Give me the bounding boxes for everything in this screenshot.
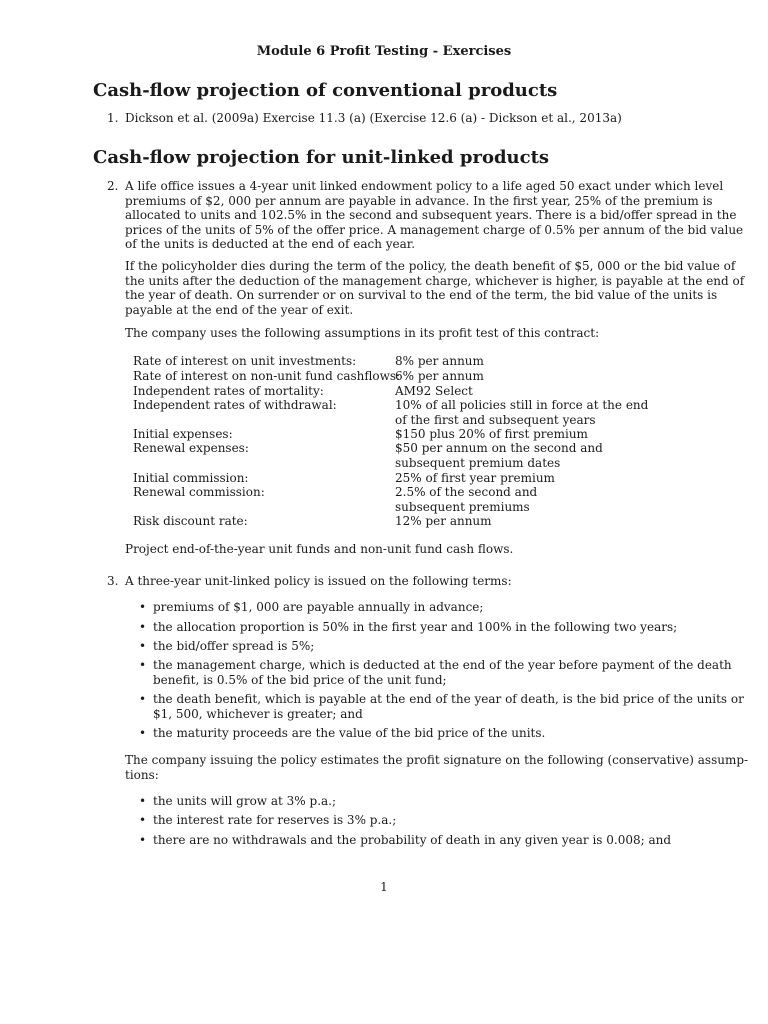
section-heading-unit-linked: Cash-flow projection for unit-linked products bbox=[93, 147, 550, 168]
assumption-value: 2.5% of the second and subsequent premiums bbox=[395, 485, 538, 514]
exercise-2-number: 2. bbox=[107, 179, 119, 193]
assumption-value: 10% of all policies still in force at the end of the first and subsequent years bbox=[395, 398, 649, 427]
assumption-item: the interest rate for reserves is 3% p.a.; bbox=[153, 813, 397, 827]
term-item: the allocation proportion is 50% in the first year and 100% in the following two years; bbox=[153, 620, 678, 634]
bullet-marker: • bbox=[139, 726, 147, 740]
exercise-2-paragraph-1: A life office issues a 4-year unit linked endowment policy to a life aged 50 exact under which level premiums of $2, 000 per annum are payable in advance. In the first year, 25% of the premium is allocated to units and 102.5% in the second and subsequent years. There is a bid/offer spread in the prices of the units of 5% of the offer price. A management charge of 0.5% per annum of the bid value of the units is deducted at the end of each year. bbox=[125, 179, 744, 252]
assumption-value: 8% per annum bbox=[395, 354, 484, 368]
bullet-marker: • bbox=[139, 833, 147, 847]
assumption-item: there are no withdrawals and the probability of death in any given year is 0.008; and bbox=[153, 833, 672, 847]
assumption-label: Rate of interest on unit investments: bbox=[133, 354, 357, 368]
exercise-2-paragraph-4: Project end-of-the-year unit funds and non-unit fund cash flows. bbox=[125, 542, 514, 556]
assumption-value: $150 plus 20% of first premium bbox=[395, 427, 588, 441]
term-item: the maturity proceeds are the value of the bid price of the units. bbox=[153, 726, 546, 740]
section-heading-conventional: Cash-flow projection of conventional products bbox=[93, 80, 558, 101]
exercise-3-intro: A three-year unit-linked policy is issued on the following terms: bbox=[125, 574, 512, 588]
bullet-marker: • bbox=[139, 658, 147, 672]
term-item: the bid/offer spread is 5%; bbox=[153, 639, 315, 653]
bullet-marker: • bbox=[139, 639, 147, 653]
assumption-label: Risk discount rate: bbox=[133, 514, 248, 528]
assumption-label: Rate of interest on non-unit fund cashflows: bbox=[133, 369, 401, 383]
bullet-marker: • bbox=[139, 620, 147, 634]
page-number: 1 bbox=[380, 880, 388, 894]
bullet-marker: • bbox=[139, 692, 147, 706]
assumption-label: Initial commission: bbox=[133, 471, 249, 485]
bullet-marker: • bbox=[139, 794, 147, 808]
exercise-2-paragraph-3: The company uses the following assumptions in its profit test of this contract: bbox=[125, 326, 600, 340]
exercise-1-number: 1. bbox=[107, 111, 119, 125]
assumption-value: $50 per annum on the second and subsequent premium dates bbox=[395, 441, 603, 470]
term-item: the management charge, which is deducted at the end of the year before payment of the death benefit, is 0.5% of the bid price of the unit fund; bbox=[153, 658, 732, 687]
assumption-value: 6% per annum bbox=[395, 369, 484, 383]
bullet-marker: • bbox=[139, 813, 147, 827]
exercise-1-text: Dickson et al. (2009a) Exercise 11.3 (a) (Exercise 12.6 (a) - Dickson et al., 2013a) bbox=[125, 111, 622, 125]
exercise-3-assumptions-intro: The company issuing the policy estimates the profit signature on the following (conservative) assump- tions: bbox=[125, 753, 749, 782]
term-item: the death benefit, which is payable at the end of the year of death, is the bid price of the units or $1, 500, whichever is greater; and bbox=[153, 692, 744, 721]
assumption-item: the units will grow at 3% p.a.; bbox=[153, 794, 337, 808]
exercise-2-paragraph-2: If the policyholder dies during the term of the policy, the death benefit of $5, 000 or the bid value of the units after the deduction of the management charge, whichever is higher, is payable at the end of the year of death. On surrender or on survival to the end of the term, the bid value of the units is payable at the end of the year of exit. bbox=[125, 259, 745, 317]
running-header: Module 6 Profit Testing - Exercises bbox=[256, 44, 512, 59]
assumption-value: 12% per annum bbox=[395, 514, 492, 528]
assumption-label: Renewal expenses: bbox=[133, 441, 249, 455]
bullet-marker: • bbox=[139, 600, 147, 614]
exercise-3-number: 3. bbox=[107, 574, 119, 588]
assumption-label: Initial expenses: bbox=[133, 427, 233, 441]
assumption-label: Renewal commission: bbox=[133, 485, 265, 499]
assumption-value: AM92 Select bbox=[395, 384, 473, 398]
assumption-label: Independent rates of mortality: bbox=[133, 384, 324, 398]
term-item: premiums of $1, 000 are payable annually in advance; bbox=[153, 600, 484, 614]
assumption-value: 25% of first year premium bbox=[395, 471, 555, 485]
assumption-label: Independent rates of withdrawal: bbox=[133, 398, 337, 412]
